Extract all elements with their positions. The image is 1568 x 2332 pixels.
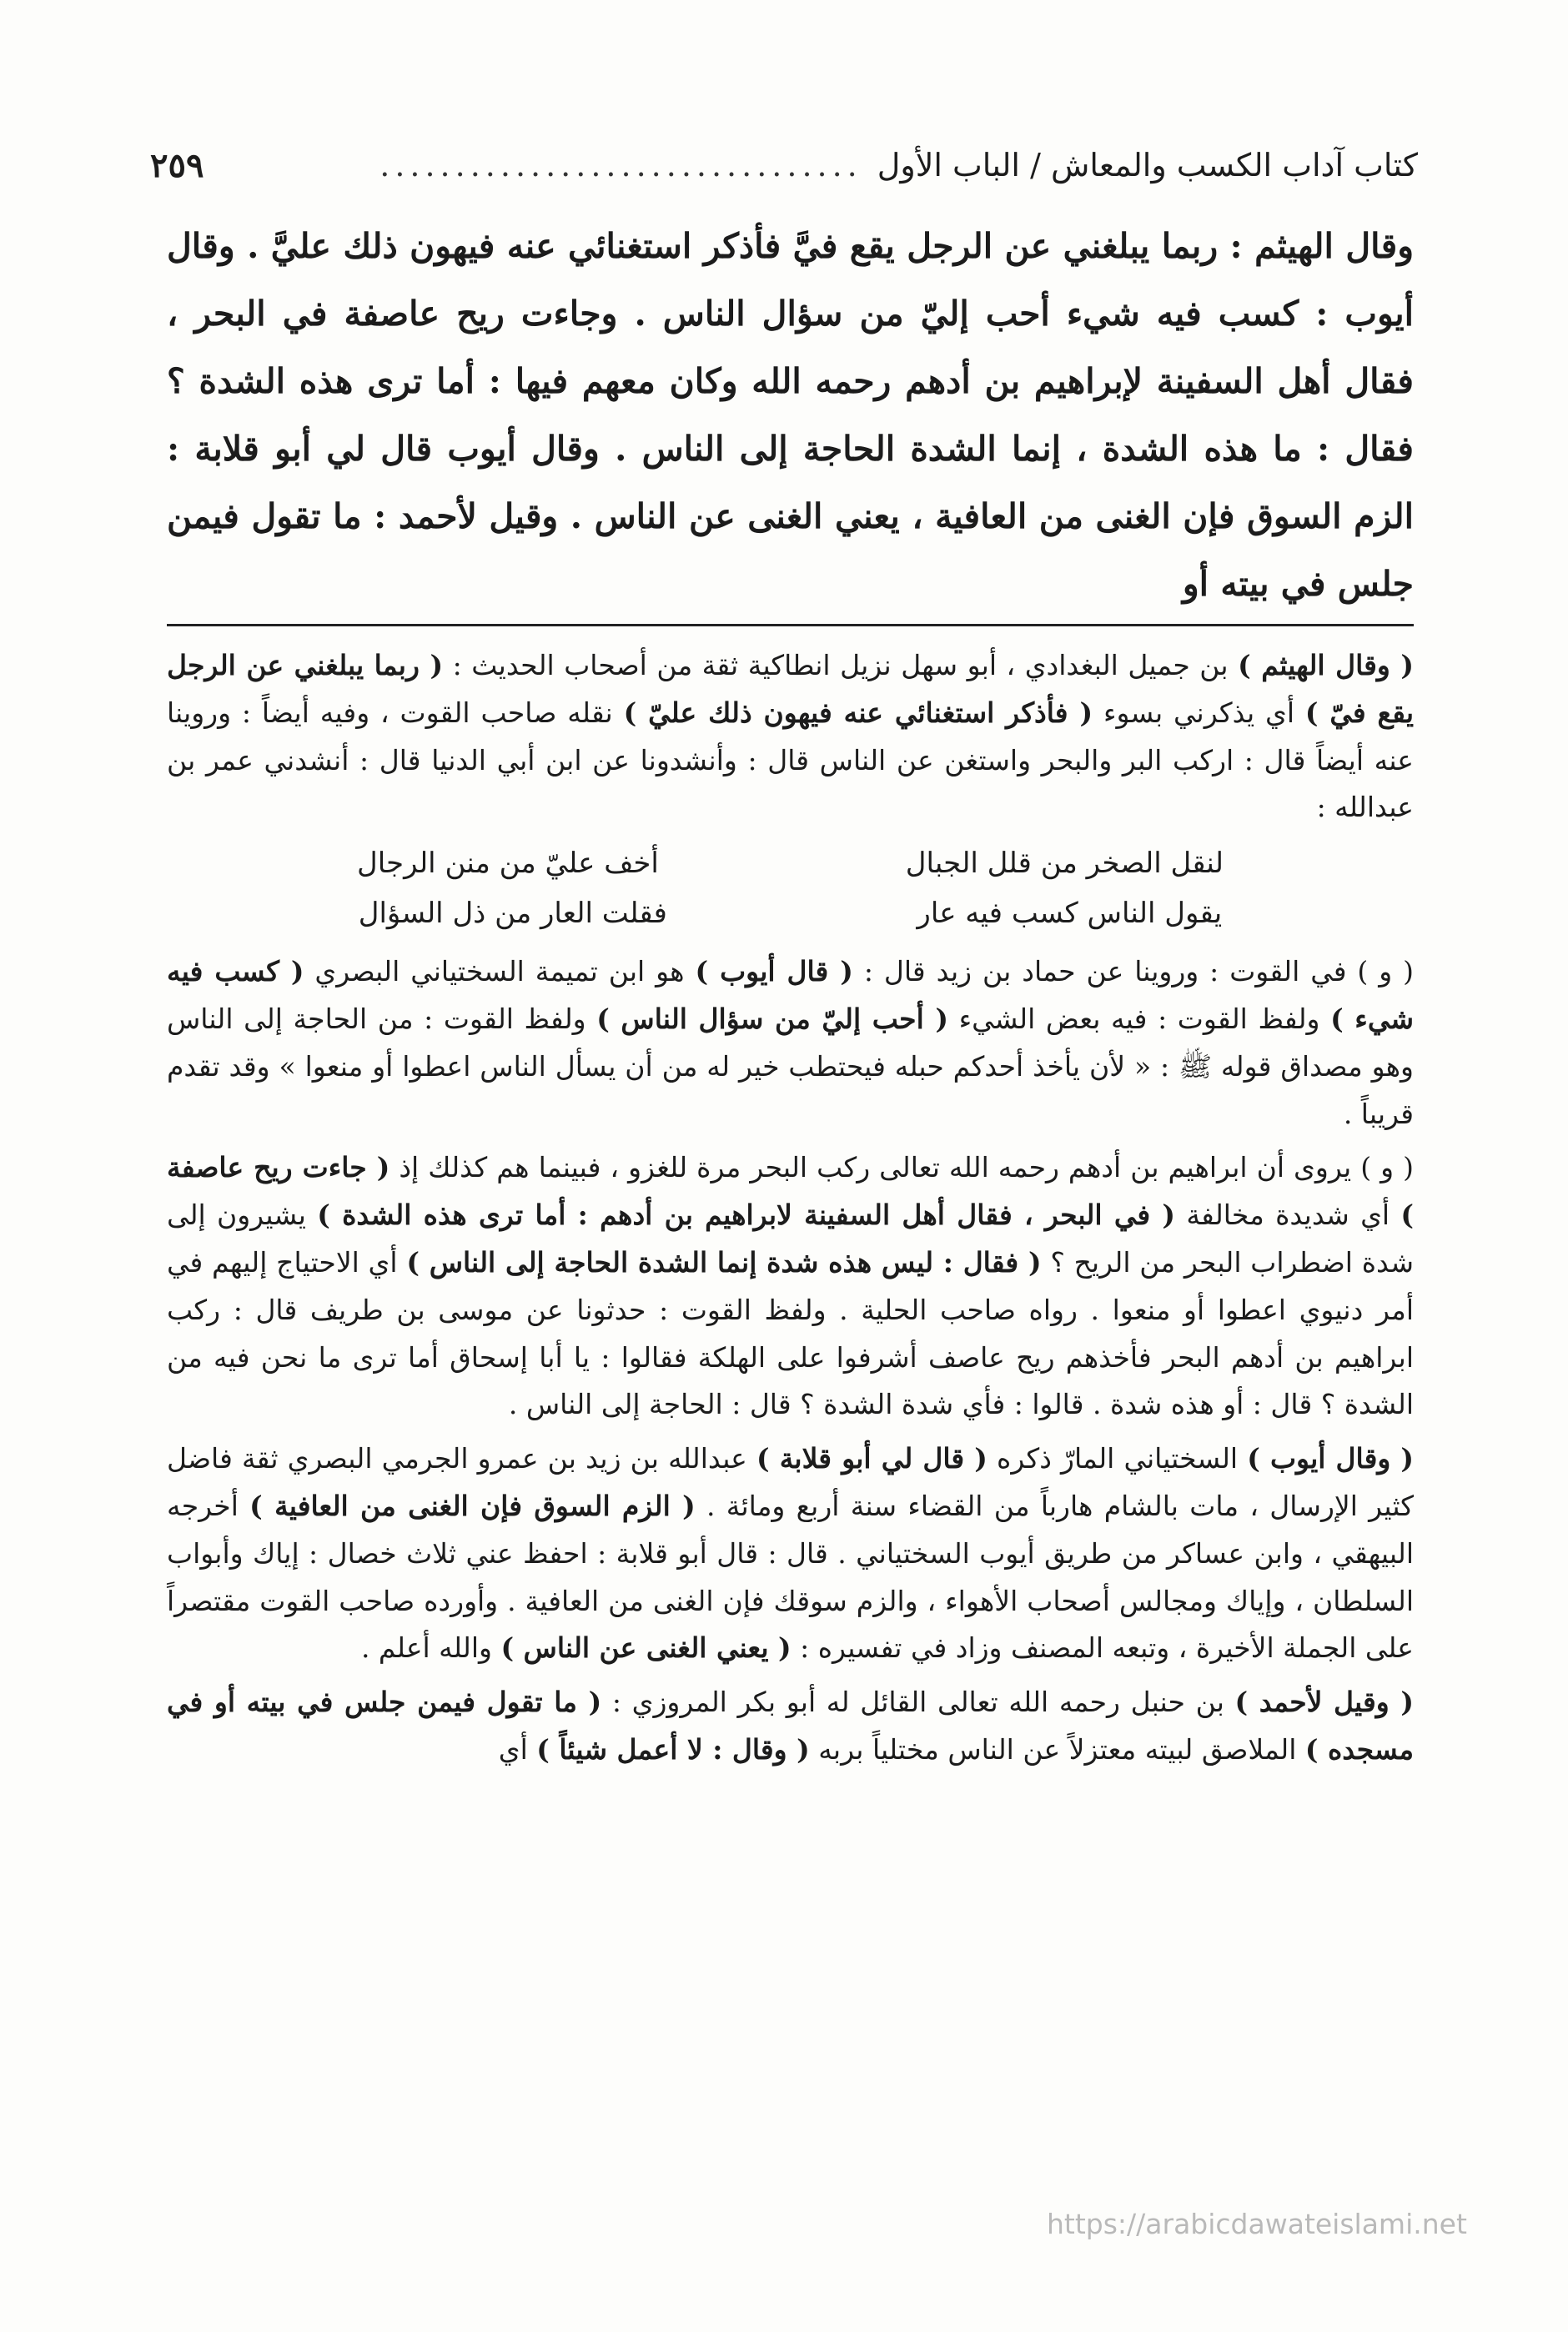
hemistich-left: أخف عليّ من منن الرجال	[356, 846, 659, 880]
quoted-text: ( قال أيوب )	[695, 955, 853, 988]
quoted-text: ( يعني الغنى عن الناس )	[500, 1631, 792, 1665]
commentary-text: ولفظ القوت : من الحاجة إلى الناس وهو مصداق قوله ﷺ : « لأن يأخذ أحدكم حبله فيحتطب خير له من أن يسأل الناس اعطوا أو منعوا » وقد تقدم قريباً .	[167, 1002, 1414, 1130]
watermark-url: https://arabicdawateislami.net	[1047, 2208, 1467, 2240]
commentary-paragraph-3	[167, 1144, 1414, 1429]
commentary-text: بن حنبل رحمه الله تعالى القائل له أبو بكر المروزي :	[601, 1686, 1235, 1719]
quoted-text: ( وقال : لا أعمل شيئاً )	[536, 1732, 810, 1766]
commentary-text: أخرجه البيهقي ، وابن عساكر من طريق أيوب السختياني . قال : قال أبو قلابة : احفظ عني ثلاث خصال : إياك وأبواب السلطان ، وإياك ومجالس أصحاب الأهواء ، والزم سوقك فإن الغنى من العافية . وأورده صاحب القوت مقتصراً على الجملة الأخيرة ، وتبعه المصنف وزاد في تفسيره :	[167, 1489, 1414, 1665]
commentary-text: بن جميل البغدادي ، أبو سهل نزيل انطاكية ثقة من أصحاب الحديث :	[443, 649, 1239, 681]
commentary-paragraph-5	[167, 1679, 1414, 1774]
hemistich-right: يقول الناس كسب فيه عار	[917, 896, 1223, 930]
commentary-text: السختياني المارّ ذكره	[987, 1442, 1248, 1475]
hemistich-right: لنقل الصخر من قلل الجبال	[905, 846, 1224, 880]
quoted-text: ( كسب فيه شيء )	[167, 955, 1414, 1035]
commentary-text: الملاصق لبيته معتزلاً عن الناس مختلياً بربه	[809, 1732, 1305, 1766]
quoted-text: ( أحب إليّ من سؤال الناس )	[596, 1002, 948, 1035]
main-text	[167, 213, 1414, 618]
quoted-text: ( قال لي أبو قلابة )	[756, 1442, 988, 1475]
separator-rule	[167, 624, 1414, 626]
commentary-paragraph-1	[167, 642, 1414, 832]
header-title: كتاب آداب الكسب والمعاش / الباب الأول	[877, 147, 1418, 183]
commentary-text: ( و ) في القوت : وروينا عن حماد بن زيد قال :	[852, 955, 1414, 988]
commentary-text: ( و ) يروى أن ابراهيم بن أدهم رحمه الله تعالى ركب البحر مرة للغزو ، فبينما هم كذلك إذ	[389, 1151, 1414, 1184]
quoted-text: ( ربما يبلغني عن الرجل يقع فيّ )	[167, 649, 1414, 729]
quoted-text: ( الزم السوق فإن الغنى من العافية )	[249, 1489, 696, 1522]
page-number: ٢٥٩	[150, 145, 204, 185]
header-leader-dots: ................................	[379, 147, 862, 183]
poem	[167, 838, 1414, 938]
quoted-text: ( ما تقول فيمن جلس في بيته أو في مسجده )	[167, 1686, 1414, 1766]
commentary-text: يشيرون إلى شدة اضطراب البحر من الريح ؟	[167, 1199, 1414, 1279]
poem-verse-2	[167, 888, 1414, 938]
commentary-text: هو ابن تميمة السختياني البصري	[304, 955, 696, 988]
commentary	[167, 642, 1414, 1781]
commentary-text: أي الاحتياج إليهم في أمر دنيوي اعطوا أو منعوا . رواه صاحب الحلية . ولفظ القوت : حدثونا عن موسى بن طريف قال : ركب ابراهيم بن أدهم البحر فأخذهم ريح عاصف أشرفوا على الهلكة فقالوا : يا أبا إسحاق أما ترى ما نحن فيه من الشدة ؟ قال : أو هذه شدة . قالوا : فأي شدة الشدة ؟ قال : الحاجة إلى الناس .	[167, 1245, 1414, 1421]
quoted-text: ( فأذكر استغنائي عنه فيهون ذلك عليّ )	[623, 696, 1093, 729]
running-header	[150, 140, 1418, 190]
commentary-paragraph-4	[167, 1435, 1414, 1672]
commentary-paragraph-2	[167, 948, 1414, 1138]
quoted-text: ( وقال أيوب )	[1247, 1442, 1415, 1475]
commentary-text: ولفظ القوت : فيه بعض الشيء	[947, 1002, 1331, 1035]
quoted-text: ( جاءت ريح عاصفة )	[167, 1151, 1415, 1232]
commentary-text: نقله صاحب القوت ، وفيه أيضاً : وروينا عنه أيضاً قال : اركب البر والبحر واستغن عن الناس قال : وأنشدونا عن ابن أبي الدنيا قال : أنشدني عمر بن عبدالله :	[167, 696, 1414, 824]
commentary-text: أي	[498, 1732, 537, 1766]
commentary-text: عبدالله بن زيد بن عمرو الجرمي البصري ثقة فاضل كثير الإرسال ، مات بالشام هارباً من القضاء سنة أربع ومائة .	[167, 1442, 1415, 1522]
hemistich-left: فقلت العار من ذل السؤال	[358, 896, 667, 930]
commentary-text: أي يذكرني بسوء	[1093, 696, 1305, 729]
quoted-text: ( فقال : ليس هذه شدة إنما الشدة الحاجة إلى الناس )	[406, 1245, 1042, 1279]
quoted-text: ( في البحر ، فقال أهل السفينة لابراهيم بن أدهم : أما ترى هذه الشدة )	[317, 1199, 1176, 1232]
commentary-text: أي شديدة مخالفة	[1175, 1199, 1401, 1232]
poem-verse-1	[167, 838, 1414, 888]
commentary-text: والله أعلم .	[360, 1631, 501, 1665]
main-paragraph: وقال الهيثم : ربما يبلغني عن الرجل يقع فيَّ فأذكر استغنائي عنه فيهون ذلك عليَّ . وقال أيوب : كسب فيه شيء أحب إليّ من سؤال الناس . وجاءت ريح عاصفة في البحر ، فقال أهل السفينة لإبراهيم بن أدهم رحمه الله وكان معهم فيها : أما ترى هذه الشدة ؟ فقال : ما هذه الشدة ، إنما الشدة الحاجة إلى الناس . وقال أيوب قال لي أبو قلابة : الزم السوق فإن الغنى من العافية ، يعني الغنى عن الناس . وقيل لأحمد : ما تقول فيمن جلس في بيته أو	[167, 226, 1414, 604]
quoted-text: ( وقال الهيثم )	[1238, 649, 1415, 681]
quoted-text: ( وقيل لأحمد )	[1234, 1686, 1414, 1719]
